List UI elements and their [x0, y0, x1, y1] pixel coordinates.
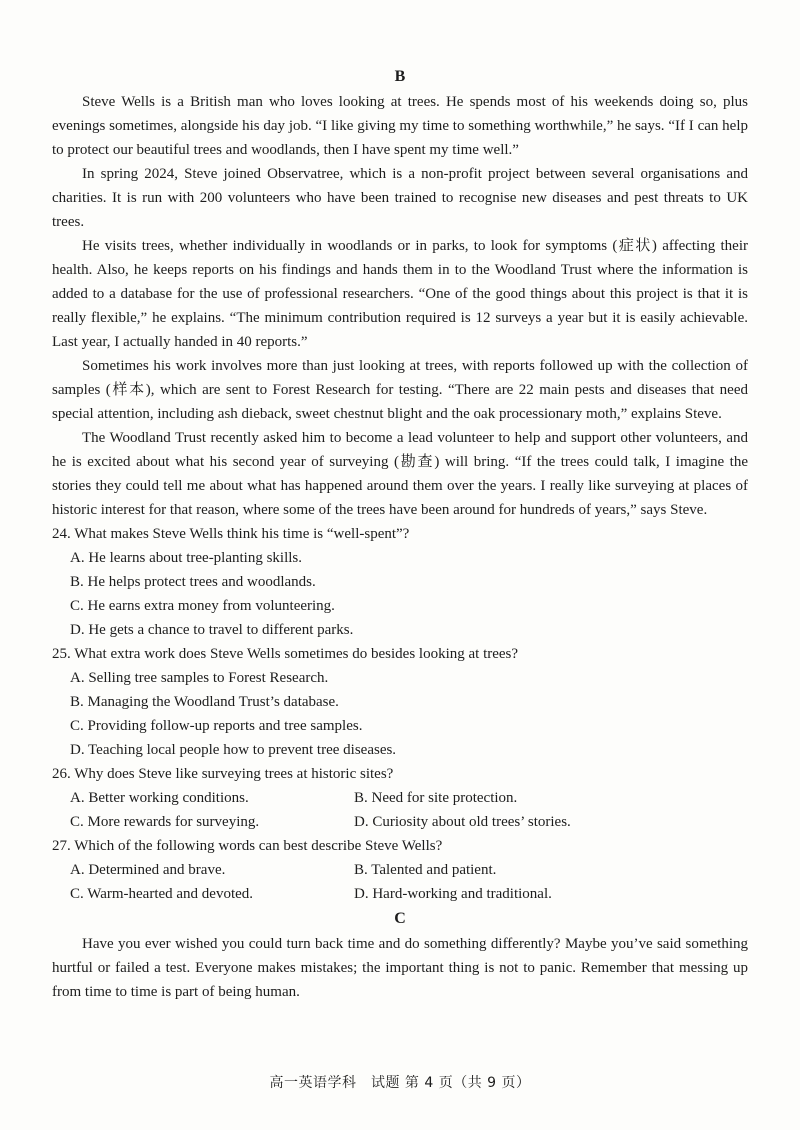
question-26-option-b: B. Need for site protection. [354, 790, 518, 806]
section-b-paragraph-3: He visits trees, whether individually in woodlands or in parks, to look for symptoms (症状) affecting their health. Also, he keeps reports on his findings and hands them in to the Woodland Trust where the information is added to a database for the use of professional researchers. “One of the good things about this project is that it is really flexible,” he explains. “The minimum contribution required is 12 surveys a year but it is easily achievable. Last year, I actually handed in 40 reports.” [52, 238, 748, 350]
question-26-options-row-1 [52, 786, 748, 810]
section-c-heading: C [394, 910, 406, 927]
question-26-options-row-2 [52, 810, 748, 834]
question-24-option-c: C. He earns extra money from volunteering. [70, 598, 335, 614]
question-25-option-a: A. Selling tree samples to Forest Research. [70, 670, 329, 686]
question-26 [52, 762, 748, 834]
section-b-paragraph-2: In spring 2024, Steve joined Observatree, which is a non-profit project between several organisations and charities. It is run with 200 volunteers who have been trained to recognise new diseases and pest threats to UK trees. [52, 166, 748, 230]
question-25-option-d: D. Teaching local people how to prevent tree diseases. [70, 742, 397, 758]
question-26-option-a: A. Better working conditions. [70, 790, 249, 806]
question-27 [52, 834, 748, 906]
section-b-paragraph-5: The Woodland Trust recently asked him to become a lead volunteer to help and support other volunteers, and he is excited about what his second year of surveying (勘查) will bring. “If the trees could talk, I imagine the stories they could tell me about what has happened around them over the years. I really like surveying at places of historic interest for that reason, where some of the trees have been around for hundreds of years,” says Steve. [52, 430, 748, 518]
question-25 [52, 642, 748, 762]
question-27-option-d: D. Hard-working and traditional. [354, 886, 552, 902]
question-27-option-b: B. Talented and patient. [354, 862, 497, 878]
exam-page [52, 66, 748, 1004]
question-26-option-d: D. Curiosity about old trees’ stories. [354, 814, 571, 830]
question-27-option-a: A. Determined and brave. [70, 862, 226, 878]
question-27-options-row-1 [52, 858, 748, 882]
question-25-option-b: B. Managing the Woodland Trust’s database. [70, 694, 339, 710]
question-24-stem: 24. What makes Steve Wells think his time is “well-spent”? [52, 526, 410, 542]
question-25-option-c: C. Providing follow-up reports and tree samples. [70, 718, 363, 734]
section-c-paragraph-1: Have you ever wished you could turn back time and do something differently? Maybe you’ve said something hurtful or failed a test. Everyone makes mistakes; the important thing is not to panic. Remember that messing up from time to time is part of being human. [52, 936, 748, 1000]
question-26-option-c: C. More rewards for surveying. [70, 814, 260, 830]
question-25-stem: 25. What extra work does Steve Wells sometimes do besides looking at trees? [52, 646, 519, 662]
question-27-stem: 27. Which of the following words can best describe Steve Wells? [52, 838, 443, 854]
question-24 [52, 522, 748, 642]
question-27-option-c: C. Warm-hearted and devoted. [70, 886, 254, 902]
question-27-options-row-2 [52, 882, 748, 906]
question-24-option-b: B. He helps protect trees and woodlands. [70, 574, 316, 590]
section-b-heading: B [394, 68, 406, 85]
question-24-option-a: A. He learns about tree-planting skills. [70, 550, 303, 566]
page-footer: 高一英语学科 试题 第 4 页（共 9 页） [269, 1075, 531, 1091]
section-b-paragraph-1: Steve Wells is a British man who loves looking at trees. He spends most of his weekends doing so, plus evenings sometimes, alongside his day job. “I like giving my time to something worthwhile,” he says. “If I can help to protect our beautiful trees and woodlands, then I have spent my time well.” [52, 94, 748, 158]
question-26-stem: 26. Why does Steve like surveying trees at historic sites? [52, 766, 394, 782]
section-b-paragraph-4: Sometimes his work involves more than just looking at trees, with reports followed up with the collection of samples (样本), which are sent to Forest Research for testing. “There are 22 main pests and diseases that need special attention, including ash dieback, sweet chestnut blight and the oak processionary moth,” explains Steve. [52, 358, 748, 422]
question-24-option-d: D. He gets a chance to travel to different parks. [70, 622, 354, 638]
